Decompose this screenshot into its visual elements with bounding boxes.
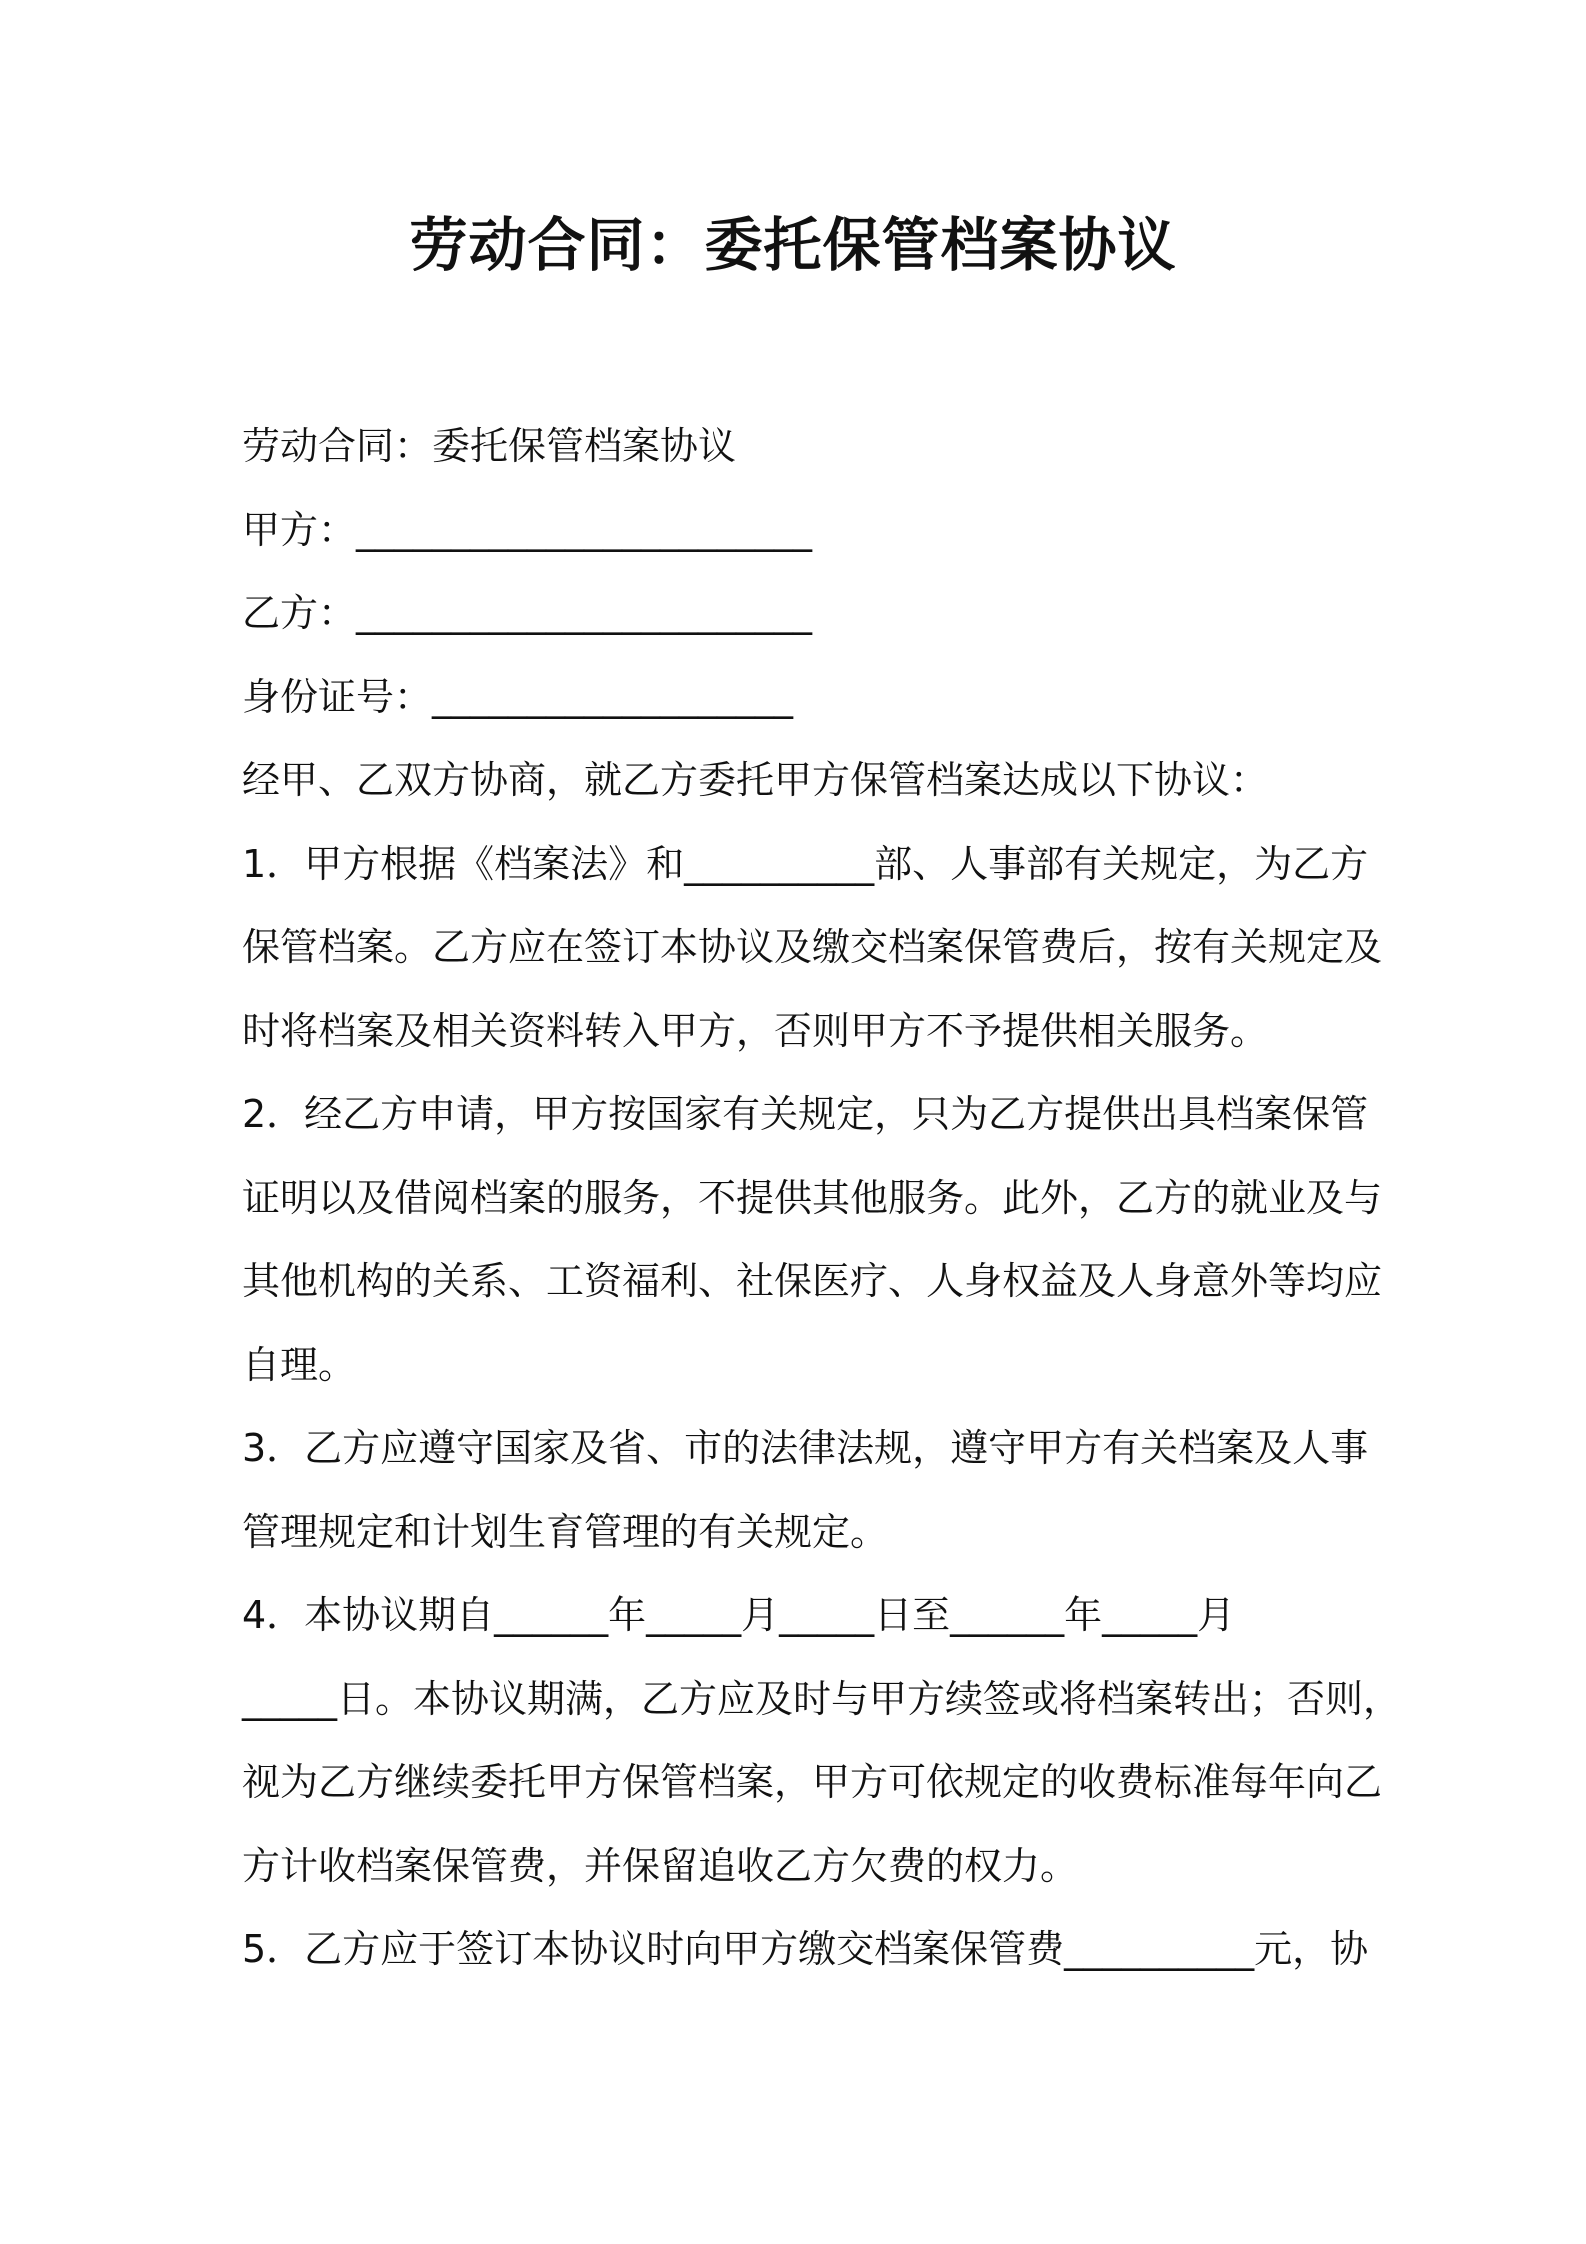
clause-5-line-1: 5．乙方应于签订本协议时向甲方缴交档案保管费__________元，协	[242, 1927, 1369, 1971]
clause-2-line-3: 其他机构的关系、工资福利、社保医疗、人身权益及人身意外等均应	[242, 1259, 1383, 1303]
clause-3-line-1: 3．乙方应遵守国家及省、市的法律法规，遵守甲方有关档案及人事	[242, 1426, 1369, 1470]
document-body	[242, 405, 1402, 1992]
clause-2-line-1: 2．经乙方申请，甲方按国家有关规定，只为乙方提供出具档案保管	[242, 1092, 1369, 1136]
clause-4-line-4: 方计收档案保管费，并保留追收乙方欠费的权力。	[242, 1843, 1079, 1888]
document-title: 劳动合同：委托保管档案协议	[409, 211, 1177, 279]
clause-3-line-2: 管理规定和计划生育管理的有关规定。	[242, 1509, 889, 1554]
clause-2-line-4: 自理。	[242, 1342, 357, 1387]
clause-4-line-1: 4．本协议期自______年_____月_____日至______年_____月	[242, 1593, 1236, 1637]
party-a-line: 甲方：________________________	[242, 507, 813, 552]
clause-4-line-3: 视为乙方继续委托甲方保管档案，甲方可依规定的收费标准每年向乙	[242, 1760, 1383, 1804]
clause-2-line-2: 证明以及借阅档案的服务，不提供其他服务。此外，乙方的就业及与	[242, 1175, 1383, 1220]
heading-repeat: 劳动合同：委托保管档案协议	[242, 424, 737, 468]
preamble-line: 经甲、乙双方协商，就乙方委托甲方保管档案达成以下协议：	[242, 758, 1269, 802]
clause-4-line-2: _____日。本协议期满，乙方应及时与甲方续签或将档案转出；否则，	[242, 1676, 1402, 1721]
clause-1-line-3: 时将档案及相关资料转入甲方，否则甲方不予提供相关服务。	[242, 1008, 1269, 1053]
id-number-line: 身份证号：___________________	[242, 674, 794, 719]
clause-1-line-2: 保管档案。乙方应在签订本协议及缴交档案保管费后，按有关规定及	[242, 925, 1383, 969]
clause-1-line-1: 1．甲方根据《档案法》和__________部、人事部有关规定，为乙方	[242, 841, 1369, 886]
party-b-line: 乙方：________________________	[242, 591, 813, 635]
